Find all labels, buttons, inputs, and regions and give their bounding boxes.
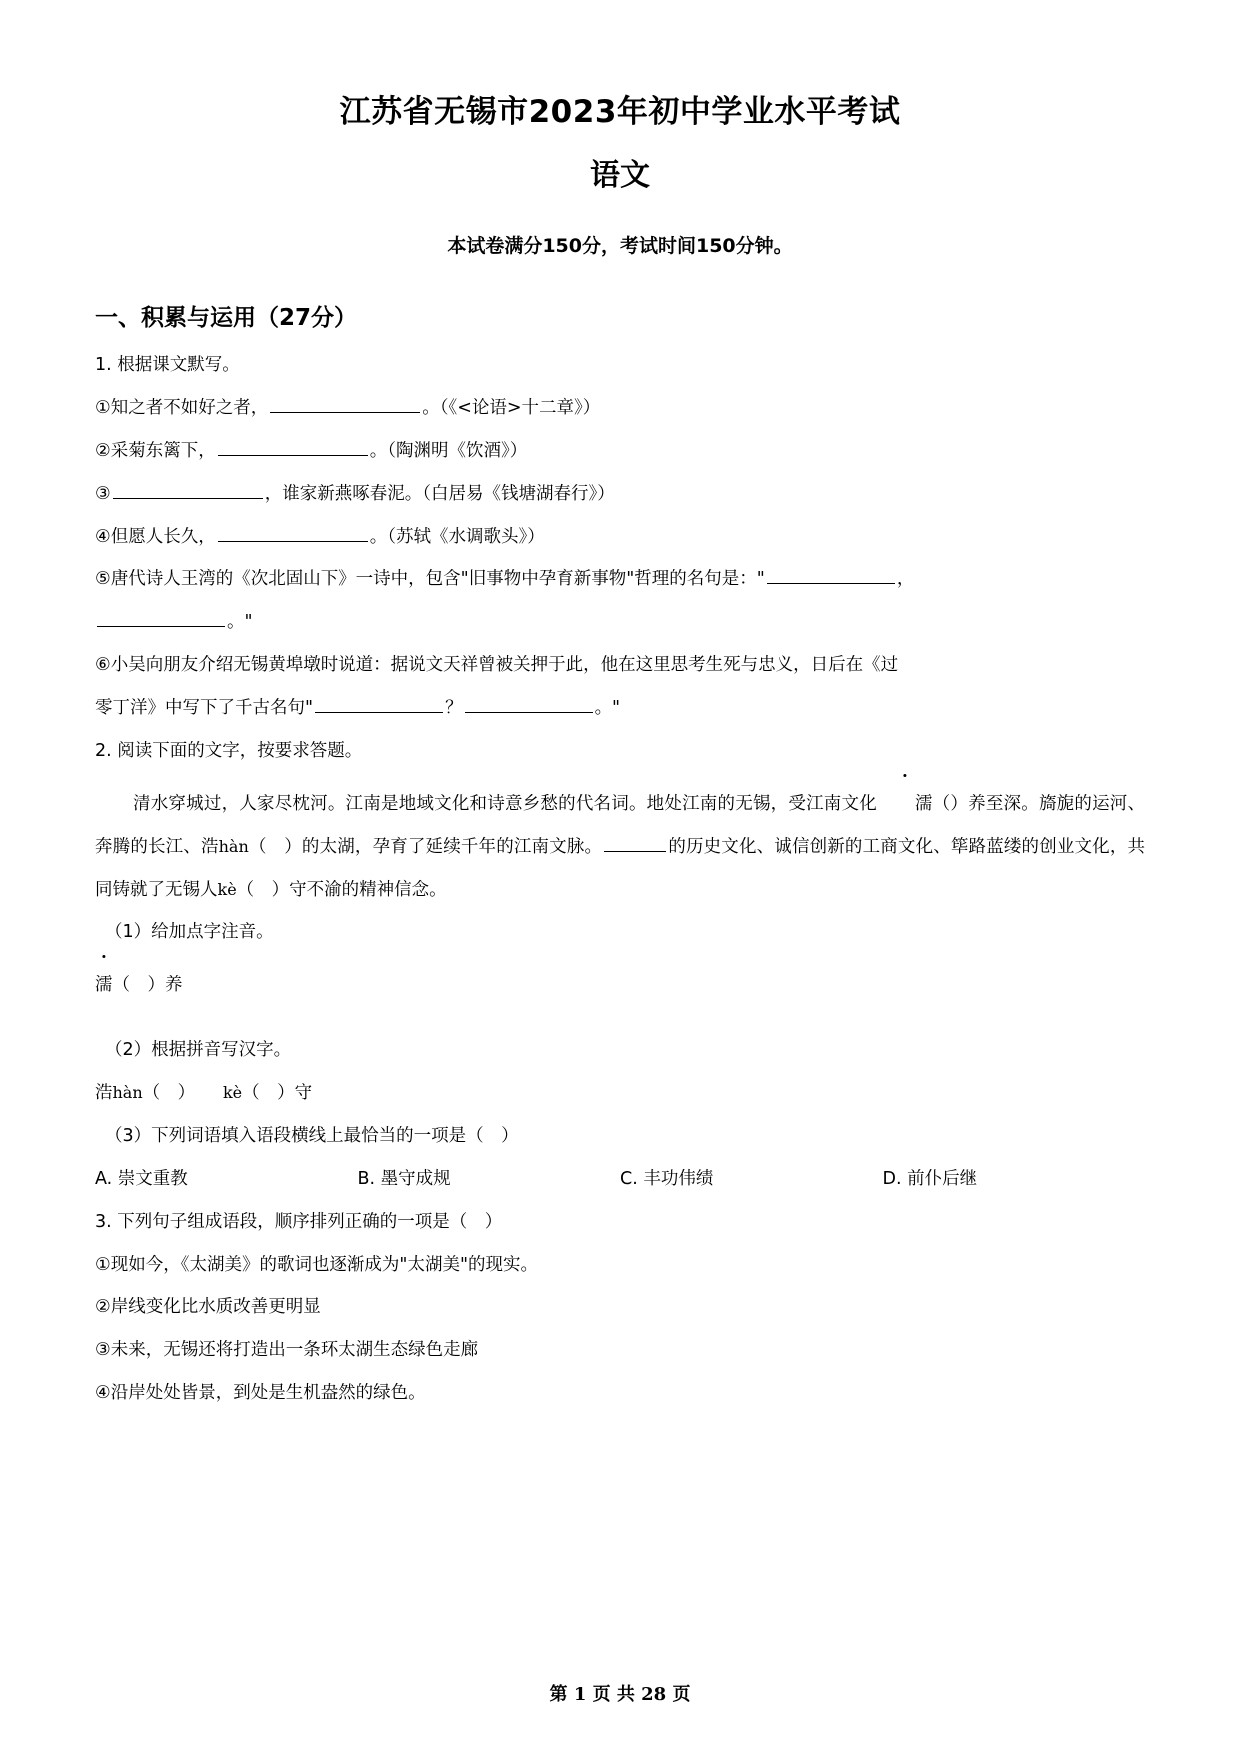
answer-blank[interactable] xyxy=(218,524,368,542)
pinyin-ke: kè xyxy=(222,1083,243,1103)
item-3-post: ，谁家新燕啄春泥。（白居易《钱塘湖春行》） xyxy=(264,483,615,504)
question-1-stem: 1. 根据课文默写。 xyxy=(95,355,240,376)
item-6-mid: ？ xyxy=(445,698,463,719)
option-b[interactable]: B. 墨守成规 xyxy=(357,1168,451,1189)
answer-blank[interactable] xyxy=(270,395,420,413)
emphasis-dot-char: 濡 xyxy=(877,783,933,826)
section-heading: 一、积累与运用（27分） xyxy=(95,304,358,331)
passage-part-d: （ ）的太湖，孕育了延续千年的江南文脉。 xyxy=(248,836,603,857)
question-3-item-3: ③未来，无锡还将打造出一条环太湖生态绿色走廊 xyxy=(95,1340,479,1361)
question-3-item-1: ①现如今，《太湖美》的歌词也逐渐成为"太湖美"的现实。 xyxy=(95,1254,539,1275)
question-1-item-6: ⑥小吴向朋友介绍无锡黄埠墩时说道：据说文天祥曾被关押于此，他在这里思考生死与忠义，日后在《过 xyxy=(95,655,899,676)
title-block xyxy=(95,0,1145,260)
answer-blank[interactable] xyxy=(97,610,225,628)
sub-1-answer-text: （ ）养 xyxy=(112,975,183,996)
question-2-sub-2-answer xyxy=(95,1072,1145,1115)
option-c[interactable]: C. 丰功伟绩 xyxy=(620,1168,714,1189)
answer-blank[interactable] xyxy=(315,695,443,713)
item-4-post: 。（苏轼《水调歌头》） xyxy=(369,526,545,547)
option-d[interactable]: D. 前仆后继 xyxy=(882,1168,978,1189)
question-2-sub-3-stem: （3）下列词语填入语段横线上最恰当的一项是（ ） xyxy=(105,1125,519,1146)
pinyin-han: hàn xyxy=(112,1083,143,1103)
question-2-sub-2-stem: （2）根据拼音写汉字。 xyxy=(105,1040,292,1061)
answer-blank[interactable] xyxy=(767,567,895,585)
answer-blank[interactable] xyxy=(604,834,666,852)
question-2-sub-1-stem: （1）给加点字注音。 xyxy=(105,922,274,943)
question-1-item-5 xyxy=(95,558,1145,601)
item-5-text: ⑤唐代诗人王湾的《次北固山下》一诗中，包含"旧事物中孕育新事物"哲理的名句是：" xyxy=(95,569,765,590)
item-3-pre: ③ xyxy=(95,483,111,504)
passage-part-f: （ ）守不渝的精神信念。 xyxy=(236,879,447,900)
option-a[interactable]: A. 崇文重教 xyxy=(95,1168,188,1189)
question-1-item-4 xyxy=(95,516,1145,559)
sub-2-char-a: 浩 xyxy=(95,1083,113,1104)
passage-part-b: （ xyxy=(932,793,951,814)
question-1-item-5-cont xyxy=(95,601,1145,644)
question-1-item-1 xyxy=(95,387,1145,430)
pinyin-ke: kè xyxy=(217,879,237,899)
emphasis-dot-char: 濡 xyxy=(95,964,113,1007)
item-5-tail: 。" xyxy=(227,612,253,633)
passage-part-a: 清水穿城过，人家尽枕河。江南是地域文化和诗意乡愁的代名词。地处江南的无锡，受江南文化 xyxy=(133,793,877,814)
answer-blank[interactable] xyxy=(113,481,263,499)
item-1-pre: ①知之者不如好之者， xyxy=(95,397,269,418)
sub-2-paren-a: （ ） xyxy=(142,1083,196,1104)
exam-info-note: 本试卷满分150分，考试时间150分钟。 xyxy=(447,235,793,258)
subject-title: 语文 xyxy=(590,158,650,194)
sub-2-paren-b: （ ）守 xyxy=(242,1083,313,1104)
page-title: 江苏省无锡市2023年初中学业水平考试 xyxy=(339,94,901,130)
passage-part-c: ）养至深。旖旎的运河、奔腾的长江、浩 xyxy=(95,793,1146,857)
item-6-pre: 零丁洋》中写下了千古名句" xyxy=(95,698,314,719)
answer-blank[interactable] xyxy=(465,695,593,713)
item-6-post: 。" xyxy=(594,698,621,719)
question-3-stem: 3. 下列句子组成语段，顺序排列正确的一项是（ ） xyxy=(95,1211,503,1232)
question-1-item-3 xyxy=(95,473,1145,516)
question-2-stem: 2. 阅读下面的文字，按要求答题。 xyxy=(95,740,363,761)
item-4-pre: ④但愿人长久， xyxy=(95,526,216,547)
question-1-item-2 xyxy=(95,430,1145,473)
question-2-passage xyxy=(95,783,1145,912)
answer-blank[interactable] xyxy=(218,438,368,456)
question-2-sub-1-answer xyxy=(95,964,1145,1007)
page-footer: 第 1 页 共 28 页 xyxy=(549,1684,691,1705)
question-2-sub-3-options xyxy=(95,1158,1145,1201)
pinyin-han: hàn xyxy=(218,836,249,856)
question-1-item-6-cont xyxy=(95,687,1145,730)
item-5-comma: ， xyxy=(896,569,915,590)
passage-part-e: 的历史文化、诚信创新的工商文化、筚路蓝缕的创业文化，共同铸就了无锡人 xyxy=(95,836,1145,900)
item-1-post: 。（《<论语>十二章》） xyxy=(422,397,601,418)
item-2-pre: ②采菊东篱下， xyxy=(95,440,216,461)
question-3-item-2: ②岸线变化比水质改善更明显 xyxy=(95,1297,321,1318)
item-2-post: 。（陶渊明《饮酒》） xyxy=(369,440,528,461)
question-3-item-4: ④沿岸处处皆景，到处是生机盎然的绿色。 xyxy=(95,1383,426,1404)
